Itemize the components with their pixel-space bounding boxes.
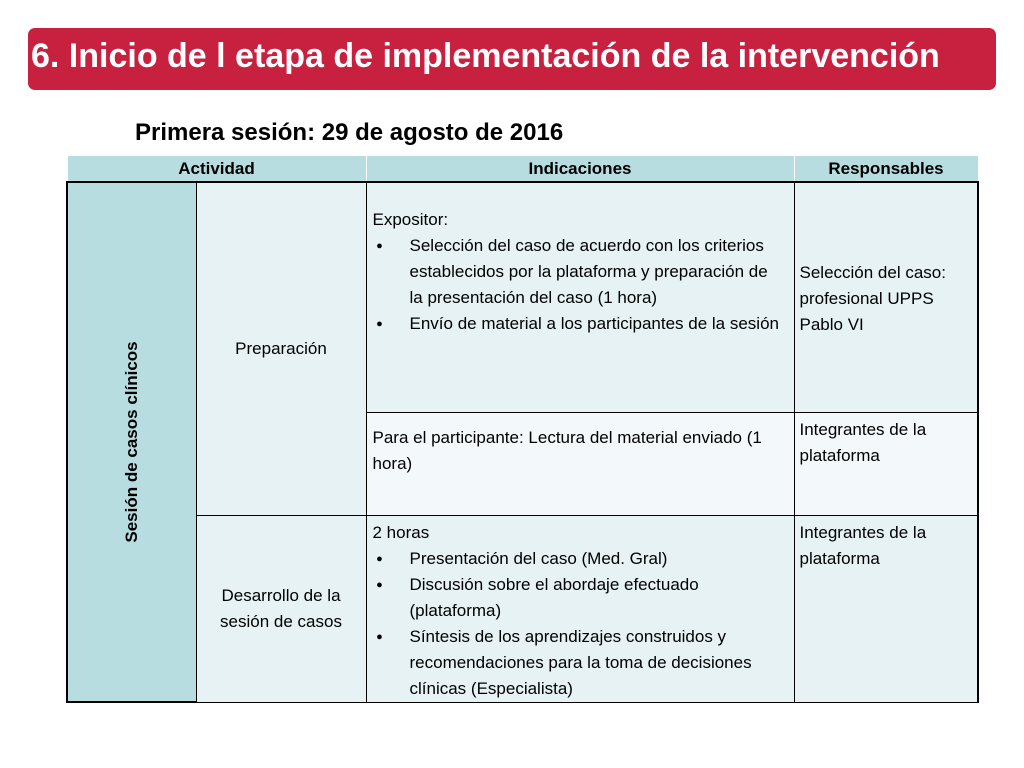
- group-label: Sesión de casos clínicos: [121, 341, 141, 543]
- indications-cell: [366, 182, 794, 412]
- indications-intro: 2 horas: [372, 522, 430, 542]
- responsible-cell: [794, 515, 978, 702]
- indications-list: [373, 233, 786, 337]
- header-actividad: Actividad: [67, 156, 366, 183]
- responsible-text: Selección del caso: profesional UPPS Pablo VI: [799, 263, 946, 335]
- responsible-cell: [794, 412, 978, 515]
- indications-list: [373, 546, 786, 702]
- title-bar: [28, 28, 996, 90]
- indications-intro: Expositor:: [372, 210, 449, 229]
- activity-label: Preparación: [235, 338, 327, 358]
- activity-label: Desarrollo de la sesión de casos: [220, 585, 342, 631]
- indications-cell: [366, 412, 794, 515]
- header-indicaciones: Indicaciones: [366, 156, 794, 183]
- activity-table: [66, 155, 979, 703]
- list-item: ● Discusión sobre el abordaje efectuado (plataforma): [373, 572, 786, 624]
- bullet-icon: ●: [376, 318, 383, 330]
- table-row: [67, 515, 978, 702]
- bullet-icon: ●: [376, 240, 383, 252]
- list-item: ● Síntesis de los aprendizajes construidos y recomendaciones para la toma de decisiones clínicas (Especialista): [373, 624, 786, 702]
- bullet-icon: ●: [376, 552, 383, 565]
- responsible-text: Integrantes de la plataforma: [799, 522, 927, 568]
- bullet-icon: ●: [376, 630, 383, 643]
- responsible-cell: [794, 182, 978, 412]
- group-cell: [67, 182, 196, 702]
- responsible-text: Integrantes de la plataforma: [799, 419, 927, 465]
- activity-cell: [196, 182, 366, 515]
- list-item: ● Envío de material a los participantes de la sesión: [373, 311, 786, 337]
- indications-cell: [366, 515, 794, 702]
- slide-title: 6. Inicio de l etapa de implementación de la intervención: [31, 37, 940, 75]
- bullet-icon: ●: [376, 578, 383, 591]
- indications-intro: Para el participante: Lectura del material enviado (1 hora): [372, 427, 762, 473]
- list-item: ● Selección del caso de acuerdo con los criterios establecidos por la plataforma y preparación de la presentación del caso (1 hora): [373, 233, 786, 311]
- list-item: ● Presentación del caso (Med. Gral): [373, 546, 786, 572]
- table-row: [67, 182, 978, 412]
- header-responsables: Responsables: [794, 156, 978, 183]
- session-subtitle: Primera sesión: 29 de agosto de 2016: [135, 119, 564, 146]
- table-header-row: [67, 156, 978, 183]
- activity-cell: [196, 515, 366, 702]
